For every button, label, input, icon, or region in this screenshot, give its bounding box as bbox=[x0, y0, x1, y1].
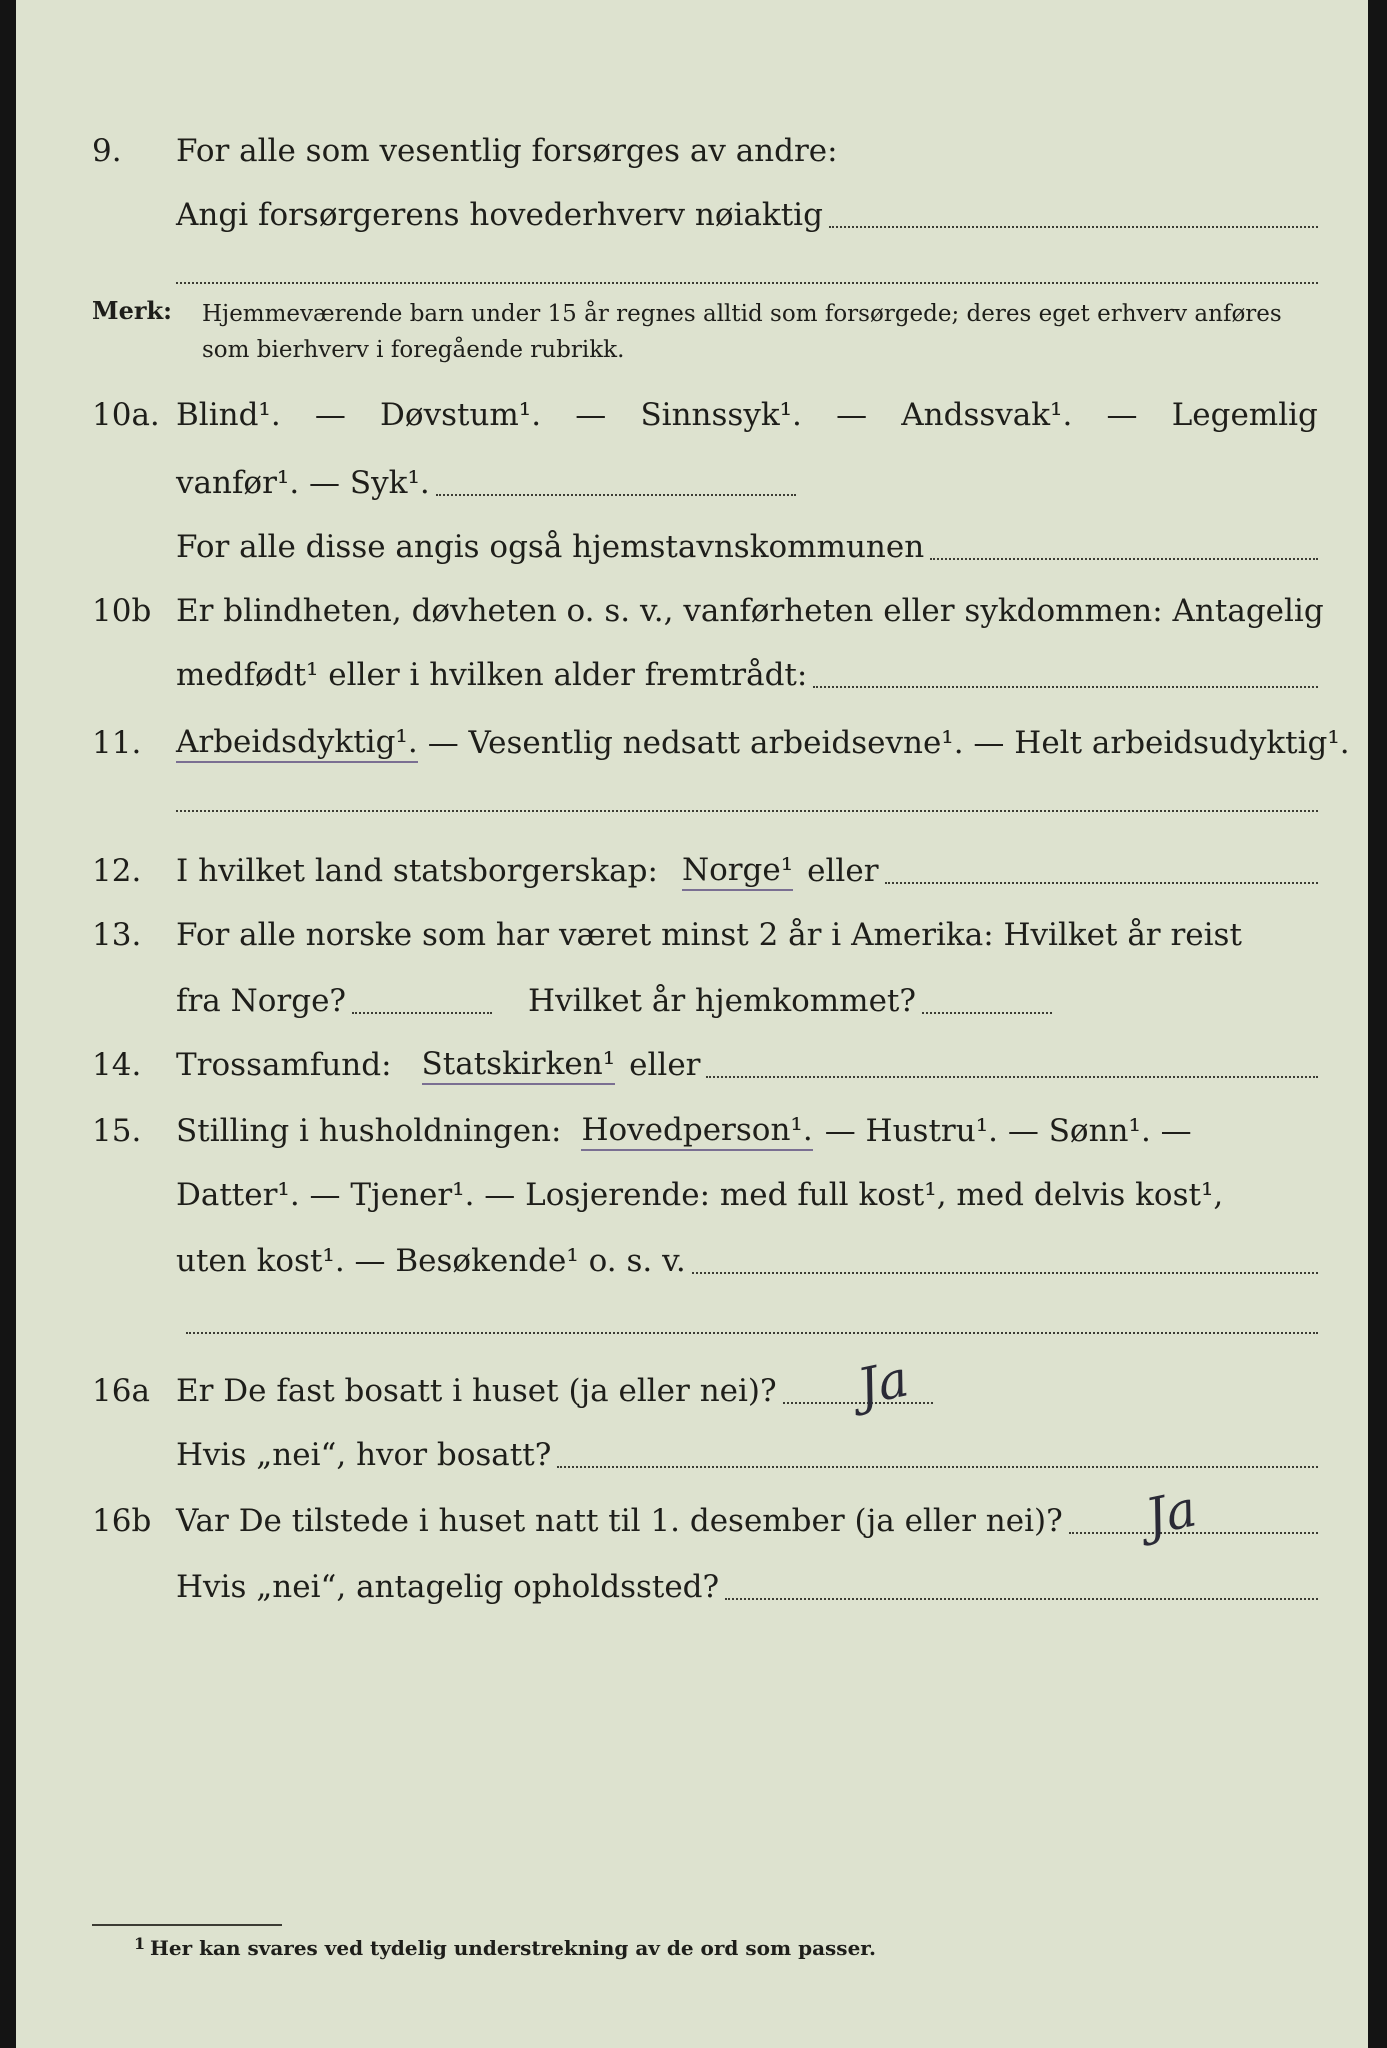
q10a-kommune-field[interactable] bbox=[930, 558, 1318, 560]
q14-pre: Trossamfund: bbox=[176, 1047, 392, 1083]
q16b-line2: Hvis „nei“, antagelig opholdssted? bbox=[176, 1569, 720, 1605]
q11-extra-line[interactable] bbox=[176, 810, 1318, 812]
q12-number: 12. bbox=[92, 853, 142, 889]
q13-line2b: Hvilket år hjemkommet? bbox=[528, 983, 917, 1019]
q16b-row2 bbox=[16, 1556, 1368, 1618]
q10b-number: 10b bbox=[92, 593, 152, 629]
q12-norge-underlined: Norge¹ bbox=[682, 852, 793, 891]
merk-note: Hjemmeværende barn under 15 år regnes alltid som forsørgede; deres eget erhverv anføres som bierhverv i foregående rubrikk. bbox=[202, 301, 1282, 363]
q10a-dash: — bbox=[1106, 397, 1138, 433]
q9-number: 9. bbox=[92, 133, 122, 169]
q13-hjemkommet-field[interactable] bbox=[922, 1012, 1052, 1014]
q15-row bbox=[16, 1100, 1368, 1162]
q13-row bbox=[16, 904, 1368, 966]
q9-extra-line[interactable] bbox=[176, 282, 1318, 284]
q10b-line1: Er blindheten, døvheten o. s. v., vanførheten eller sykdommen: Antagelig bbox=[176, 593, 1324, 629]
q14-row bbox=[16, 1034, 1368, 1096]
q10a-sinnssyk: Sinnssyk¹. bbox=[640, 397, 802, 433]
q14-statskirken-underlined: Statskirken¹ bbox=[422, 1046, 616, 1085]
q16b-number: 16b bbox=[92, 1503, 152, 1539]
q14-post: eller bbox=[629, 1047, 701, 1083]
q16b-handwritten-answer: Ja bbox=[1140, 1479, 1202, 1547]
q16a-row bbox=[16, 1360, 1368, 1422]
q11-number: 11. bbox=[92, 725, 142, 761]
q10b-row2 bbox=[16, 644, 1368, 706]
q10b-line2: medfødt¹ eller i hvilken alder fremtrådt: bbox=[176, 657, 808, 693]
q10a-dash: — bbox=[575, 397, 607, 433]
q9-row bbox=[16, 120, 1368, 182]
q10a-blind: Blind¹. bbox=[176, 397, 281, 433]
q15-row2 bbox=[16, 1164, 1368, 1226]
q10a-line2: vanfør¹. — Syk¹. bbox=[176, 465, 430, 501]
q10a-syk-field[interactable] bbox=[436, 494, 796, 496]
footnote-text: Her kan svares ved tydelig understrekning av de ord som passer. bbox=[150, 1936, 876, 1960]
q13-reist-field[interactable] bbox=[352, 1012, 492, 1014]
q10a-number: 10a. bbox=[92, 397, 160, 433]
q9-answer-field[interactable] bbox=[829, 226, 1318, 228]
q16b-opholdssted-field[interactable] bbox=[725, 1598, 1318, 1600]
q10b-answer-field[interactable] bbox=[813, 686, 1318, 688]
q10a-dash: — bbox=[836, 397, 868, 433]
q15-number: 15. bbox=[92, 1113, 142, 1149]
q9-line1: For alle som vesentlig forsørges av andre: bbox=[176, 133, 838, 169]
q13-number: 13. bbox=[92, 917, 142, 953]
q10b-row bbox=[16, 580, 1368, 642]
q12-answer-field[interactable] bbox=[885, 882, 1318, 884]
footnote-rule bbox=[92, 1924, 282, 1926]
q13-line1: For alle norske som har været minst 2 år i Amerika: Hvilket år reist bbox=[176, 917, 1242, 953]
q9-line2: Angi forsørgerens hovederhverv nøiaktig bbox=[176, 197, 823, 233]
q15-row3 bbox=[16, 1230, 1368, 1292]
q11-row bbox=[16, 712, 1368, 774]
q12-pre: I hvilket land statsborgerskap: bbox=[176, 853, 658, 889]
merk-label: Merk: bbox=[92, 296, 172, 325]
q10a-legemlig: Legemlig bbox=[1171, 397, 1318, 433]
q15-extra-line[interactable] bbox=[186, 1332, 1318, 1334]
q16a-bosatt-field[interactable] bbox=[557, 1466, 1318, 1468]
q14-answer-field[interactable] bbox=[706, 1076, 1318, 1078]
q14-number: 14. bbox=[92, 1047, 142, 1083]
q16b-line1: Var De tilstede i huset natt til 1. desember (ja eller nei)? bbox=[176, 1503, 1063, 1539]
q12-post: eller bbox=[807, 853, 879, 889]
q10a-line3: For alle disse angis også hjemstavnskommunen bbox=[176, 529, 925, 565]
q15-answer-field[interactable] bbox=[692, 1272, 1318, 1274]
q16a-row2 bbox=[16, 1424, 1368, 1486]
q9-row2 bbox=[16, 184, 1368, 246]
q10a-row bbox=[16, 384, 1368, 446]
q13-row2 bbox=[16, 970, 1368, 1032]
q15-line2: Datter¹. — Tjener¹. — Losjerende: med full kost¹, med delvis kost¹, bbox=[176, 1177, 1224, 1213]
q10a-row3 bbox=[16, 516, 1368, 578]
q16a-line2: Hvis „nei“, hvor bosatt? bbox=[176, 1437, 552, 1473]
q11-arbeidsdyktig-underlined: Arbeidsdyktig¹. bbox=[176, 724, 418, 763]
q12-row bbox=[16, 840, 1368, 902]
q10a-dash: — bbox=[314, 397, 346, 433]
q11-rest: — Vesentlig nedsatt arbeidsevne¹. — Helt arbeidsudyktig¹. bbox=[427, 725, 1350, 761]
q15-pre: Stilling i husholdningen: bbox=[176, 1113, 562, 1149]
q10a-row2 bbox=[16, 452, 1368, 514]
q10a-dovstum: Døvstum¹. bbox=[380, 397, 542, 433]
q16a-line1: Er De fast bosatt i huset (ja eller nei)? bbox=[176, 1373, 777, 1409]
q15-line3: uten kost¹. — Besøkende¹ o. s. v. bbox=[176, 1243, 686, 1279]
form-page bbox=[16, 0, 1368, 2048]
q16a-handwritten-answer: Ja bbox=[852, 1349, 914, 1417]
q15-hovedperson-underlined: Hovedperson¹. bbox=[581, 1112, 812, 1151]
q15-post: — Hustru¹. — Sønn¹. — bbox=[824, 1113, 1192, 1149]
footnote-mark: 1 bbox=[134, 1934, 146, 1953]
q13-line2a: fra Norge? bbox=[176, 983, 347, 1019]
q10a-andssvak: Andssvak¹. bbox=[901, 397, 1073, 433]
q16a-number: 16a bbox=[92, 1373, 150, 1409]
